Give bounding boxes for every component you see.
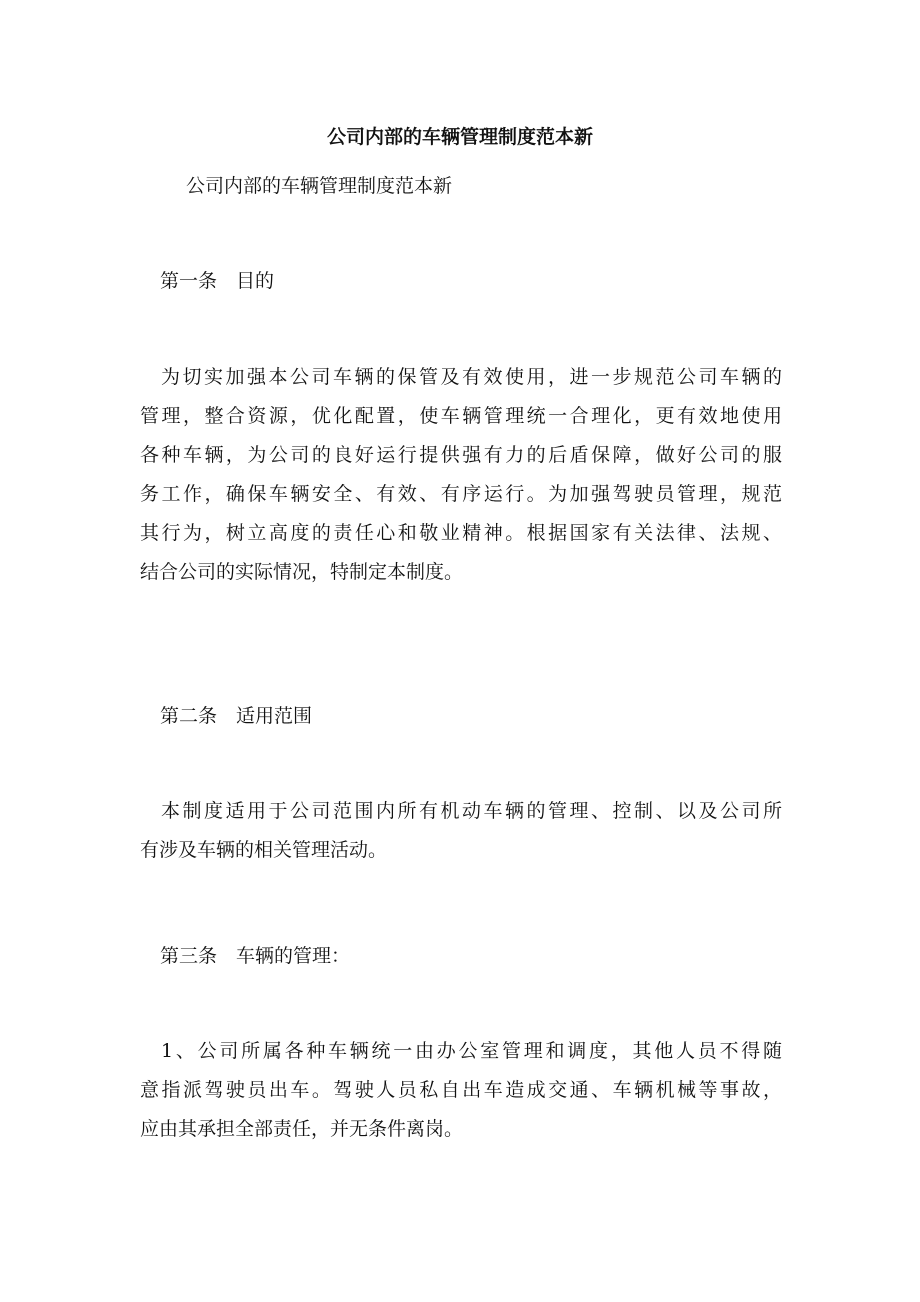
article-2-heading: 第二条 适用范围	[160, 705, 313, 727]
paragraph-line: 为切实加强本公司车辆的保管及有效使用，进一步规范公司车辆的	[161, 366, 782, 388]
article-3-heading: 第三条 车辆的管理：	[160, 945, 351, 967]
paragraph-line: 其行为，树立高度的责任心和敬业精神。根据国家有关法律、法规、	[140, 522, 782, 544]
article-1-paragraph	[140, 358, 782, 592]
paragraph-line: 各种车辆，为公司的良好运行提供强有力的后盾保障，做好公司的服	[140, 444, 782, 466]
paragraph-line: 1、公司所属各种车辆统一由办公室管理和调度，其他人员不得随	[161, 1040, 782, 1062]
article-1-heading: 第一条 目的	[160, 270, 275, 292]
article-3-paragraph	[140, 1032, 782, 1149]
paragraph-line: 管理，整合资源，优化配置，使车辆管理统一合理化，更有效地使用	[140, 405, 782, 427]
paragraph-line: 应由其承担全部责任，并无条件离岗。	[140, 1118, 464, 1140]
document-title: 公司内部的车辆管理制度范本新	[326, 126, 593, 148]
paragraph-line: 务工作，确保车辆安全、有效、有序运行。为加强驾驶员管理，规范	[140, 483, 782, 505]
document-subtitle: 公司内部的车辆管理制度范本新	[186, 175, 453, 197]
paragraph-line: 本制度适用于公司范围内所有机动车辆的管理、控制、以及公司所	[161, 800, 782, 822]
paragraph-line: 结合公司的实际情况，特制定本制度。	[140, 561, 464, 583]
paragraph-line: 有涉及车辆的相关管理活动。	[140, 839, 388, 861]
paragraph-line: 意指派驾驶员出车。驾驶人员私自出车造成交通、车辆机械等事故，	[140, 1079, 782, 1101]
article-2-paragraph	[140, 792, 782, 870]
